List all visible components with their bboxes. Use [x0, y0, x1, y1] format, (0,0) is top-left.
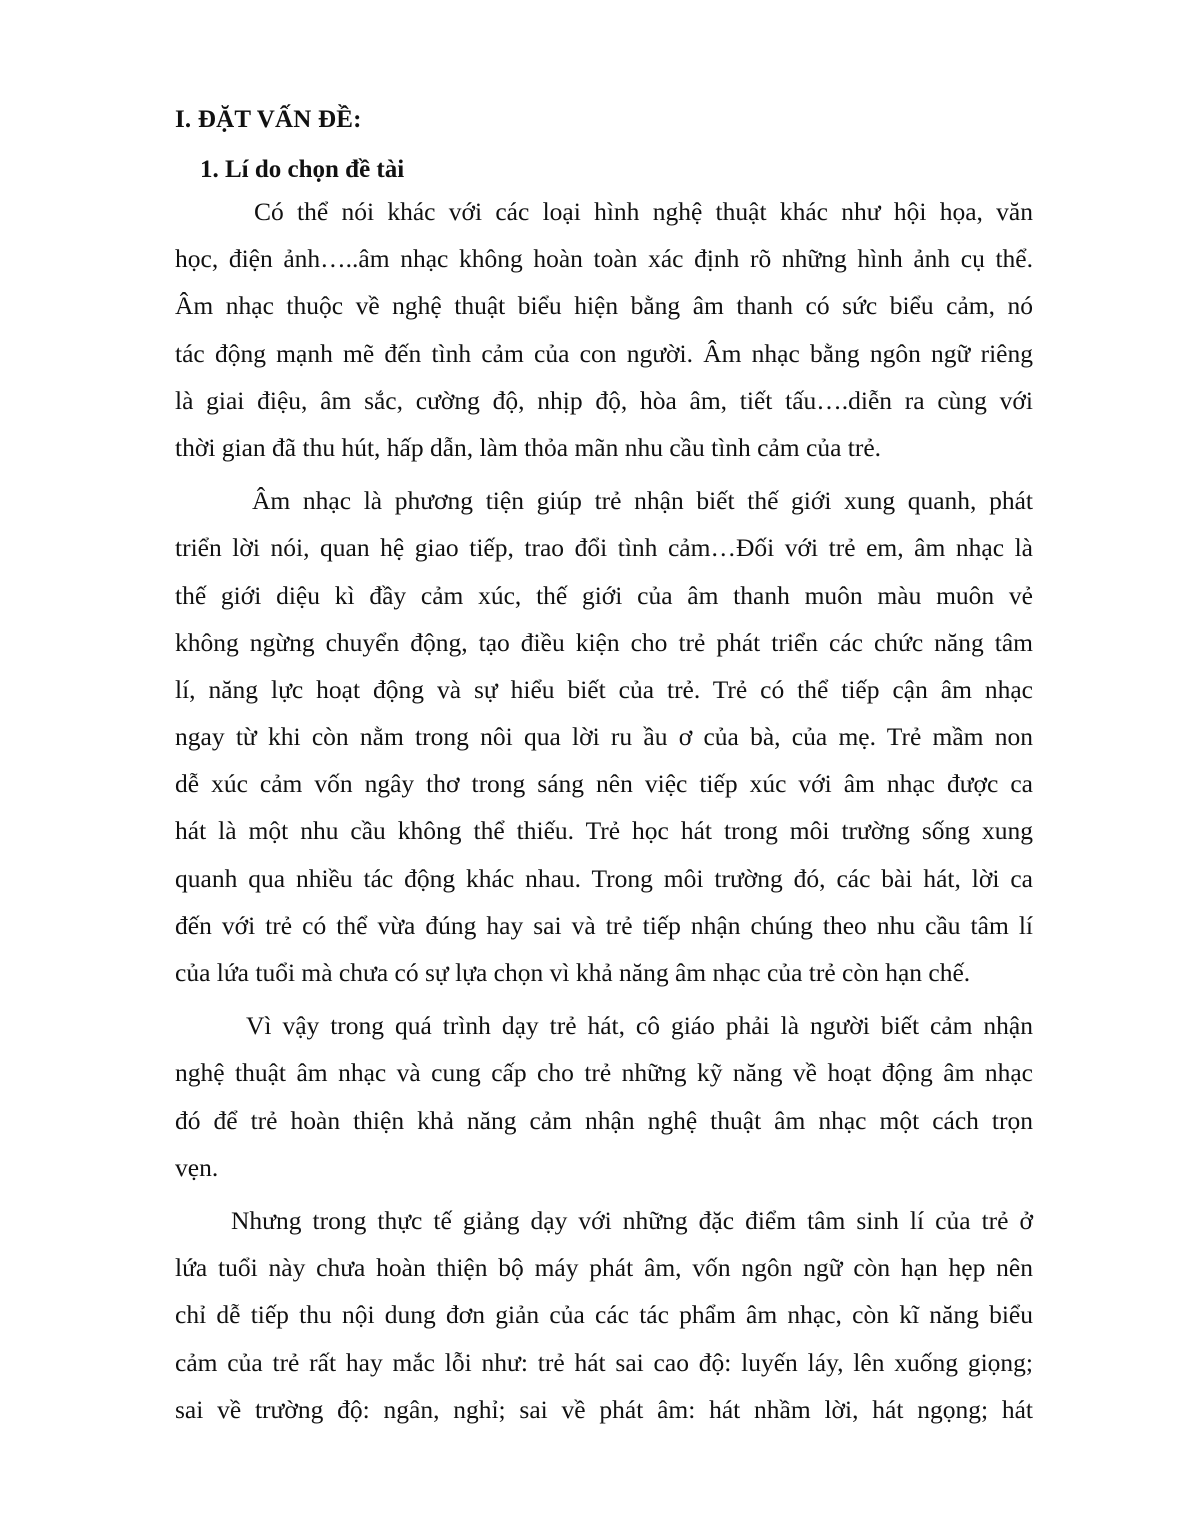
- text-line: của lứa tuổi mà chưa có sự lựa chọn vì khả năng âm nhạc của trẻ còn hạn chế.: [175, 958, 971, 987]
- text-line: quanh qua nhiều tác động khác nhau. Trong môi trường đó, các bài hát, lời ca: [175, 863, 1033, 893]
- text-line: thế giới diệu kì đầy cảm xúc, thế giới của âm thanh muôn màu muôn vẻ: [175, 580, 1033, 610]
- text-line: không ngừng chuyển động, tạo điều kiện cho trẻ phát triển các chức năng tâm: [175, 627, 1033, 657]
- text-line: cảm của trẻ rất hay mắc lỗi như: trẻ hát sai cao độ: luyến láy, lên xuống giọng;: [175, 1347, 1033, 1377]
- text-line: nghệ thuật âm nhạc và cung cấp cho trẻ những kỹ năng về hoạt động âm nhạc: [175, 1058, 1033, 1088]
- text-line: hát là một nhu cầu không thể thiếu. Trẻ học hát trong môi trường sống xung: [175, 816, 1033, 846]
- paragraph-4: [175, 1197, 1033, 1433]
- text-line: Âm nhạc thuộc về nghệ thuật biểu hiện bằng âm thanh có sức biểu cảm, nó: [175, 291, 1033, 321]
- section-heading: I. ĐẶT VẤN ĐỀ:: [175, 106, 362, 133]
- text-line: ngay từ khi còn nằm trong nôi qua lời ru ầu ơ của bà, của mẹ. Trẻ mầm non: [175, 722, 1033, 752]
- paragraph-3: [175, 1002, 1033, 1191]
- text-line: tác động mạnh mẽ đến tình cảm của con người. Âm nhạc bằng ngôn ngữ riêng: [175, 338, 1033, 368]
- text-line: Nhưng trong thực tế giảng dạy với những đặc điểm tâm sinh lí của trẻ ở: [231, 1205, 1033, 1235]
- paragraph-1: [175, 188, 1033, 471]
- text-line: sai về trường độ: ngân, nghỉ; sai về phát âm: hát nhầm lời, hát ngọng; hát: [175, 1394, 1033, 1424]
- text-line: chỉ dễ tiếp thu nội dung đơn giản của các tác phẩm âm nhạc, còn kĩ năng biểu: [175, 1300, 1033, 1330]
- text-line: lí, năng lực hoạt động và sự hiểu biết của trẻ. Trẻ có thể tiếp cận âm nhạc: [175, 674, 1033, 704]
- text-line: dễ xúc cảm vốn ngây thơ trong sáng nên việc tiếp xúc với âm nhạc được ca: [175, 769, 1033, 799]
- text-line: Vì vậy trong quá trình dạy trẻ hát, cô giáo phải là người biết cảm nhận: [246, 1011, 1033, 1041]
- text-line: vẹn.: [175, 1152, 219, 1182]
- document-page: [175, 104, 1033, 1439]
- text-line: Có thể nói khác với các loại hình nghệ thuật khác như hội họa, văn: [254, 197, 1033, 226]
- text-line: là giai điệu, âm sắc, cường độ, nhịp độ, hòa âm, tiết tấu….diễn ra cùng với: [175, 385, 1033, 415]
- text-line: đến với trẻ có thể vừa đúng hay sai và trẻ tiếp nhận chúng theo nhu cầu tâm lí: [175, 910, 1033, 940]
- text-line: thời gian đã thu hút, hấp dẫn, làm thỏa mãn nhu cầu tình cảm của trẻ.: [175, 432, 882, 462]
- text-line: lứa tuổi này chưa hoàn thiện bộ máy phát âm, vốn ngôn ngữ còn hạn hẹp nên: [175, 1253, 1033, 1283]
- text-line: đó để trẻ hoàn thiện khả năng cảm nhận nghệ thuật âm nhạc một cách trọn: [175, 1105, 1033, 1135]
- text-line: học, điện ảnh…..âm nhạc không hoàn toàn xác định rõ những hình ảnh cụ thể.: [175, 244, 1033, 274]
- text-line: triển lời nói, quan hệ giao tiếp, trao đổi tình cảm…Đối với trẻ em, âm nhạc là: [175, 533, 1033, 563]
- paragraph-2: [175, 477, 1033, 996]
- subsection-heading: 1. Lí do chọn đề tài: [200, 156, 405, 183]
- text-line: Âm nhạc là phương tiện giúp trẻ nhận biết thế giới xung quanh, phát: [252, 486, 1033, 516]
